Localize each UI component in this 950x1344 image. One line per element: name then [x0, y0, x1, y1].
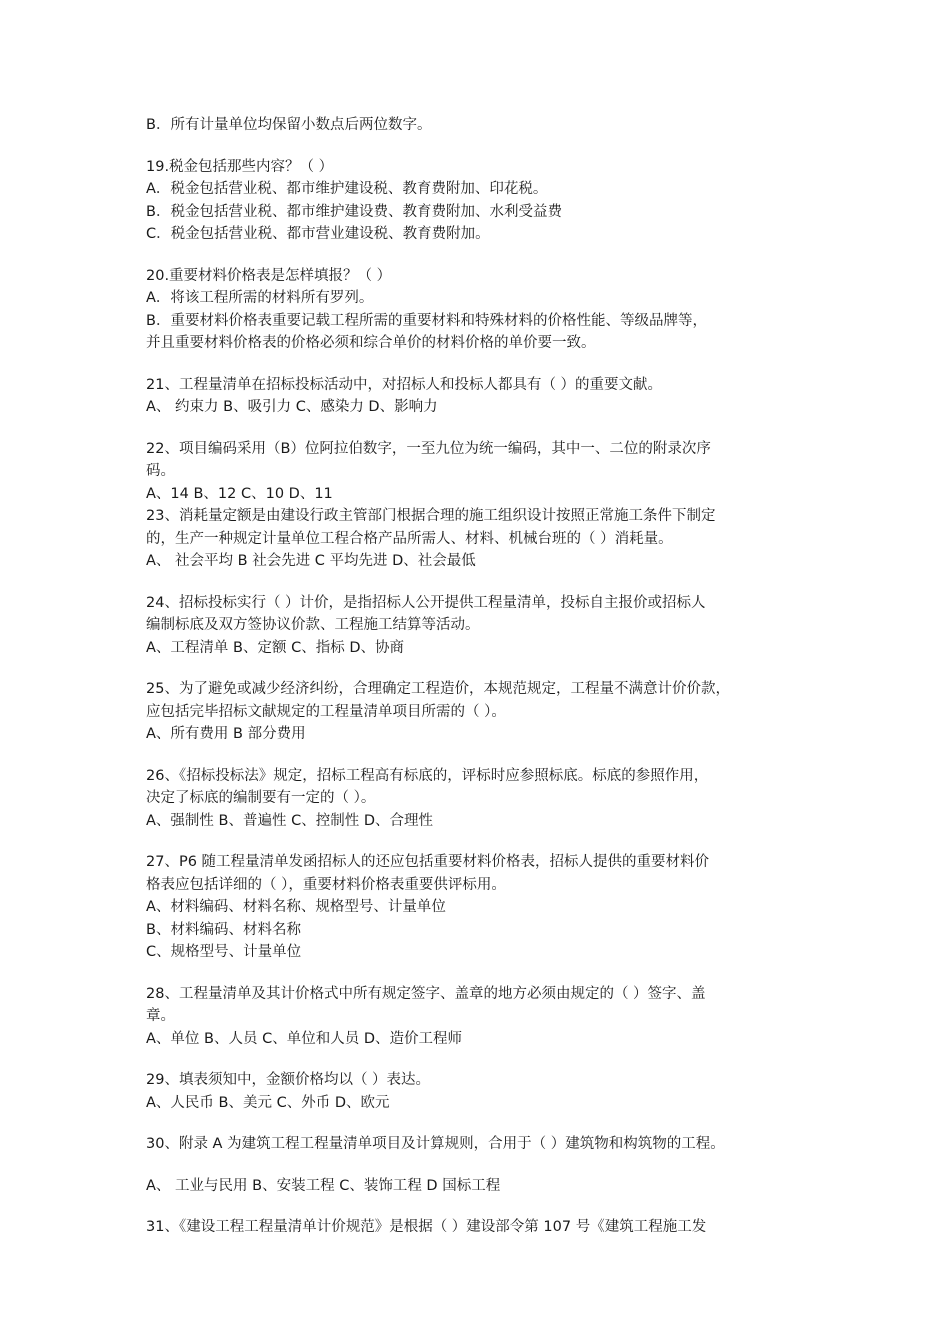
- option-line: A、工程清单 B、定额 C、指标 D、协商: [146, 639, 404, 656]
- question-28: 28、工程量清单及其计价格式中所有规定签字、盖章的地方必须由规定的（ ）签字、盖: [146, 985, 706, 1002]
- paragraph-gap: [146, 659, 826, 678]
- option-line: A、单位 B、人员 C、单位和人员 D、造价工程师: [146, 1030, 462, 1047]
- paragraph-gap: [146, 1197, 826, 1216]
- option-line: A．将该工程所需的材料所有罗列。: [146, 290, 374, 306]
- paragraph-gap: [146, 1050, 826, 1069]
- option-line: C．税金包括营业税、都市营业建设税、教育费附加。: [146, 226, 490, 242]
- option-line: 并且重要材料价格表的价格必须和综合单价的材料价格的单价要一致。: [146, 335, 596, 351]
- option-line: A、材料编码、材料名称、规格型号、计量单位: [146, 899, 446, 915]
- option-line: A、人民币 B、美元 C、外币 D、欧元: [146, 1094, 390, 1111]
- paragraph-gap: [146, 832, 826, 851]
- question-27: 27、P6 随工程量清单发函招标人的还应包括重要材料价格表，招标人提供的重要材料价: [146, 854, 710, 870]
- text-line: 决定了标底的编制要有一定的（ ）。: [146, 790, 376, 806]
- paragraph-gap: [146, 1114, 826, 1133]
- option-line: B、材料编码、材料名称: [146, 921, 301, 938]
- paragraph-gap: [146, 1156, 826, 1175]
- option-line: A、所有费用 B 部分费用: [146, 726, 306, 742]
- option-line: C、规格型号、计量单位: [146, 944, 302, 960]
- text-line: 的，生产一种规定计量单位工程合格产品所需人、材料、机械台班的（ ）消耗量。: [146, 530, 673, 547]
- option-line: A、 工业与民用 B、安装工程 C、装饰工程 D 国标工程: [146, 1177, 501, 1194]
- question-19: 19.税金包括那些内容？（ ）: [146, 158, 334, 175]
- paragraph-gap: [146, 246, 826, 265]
- question-31: 31、《建设工程工程量清单计价规范》是根据（ ）建设部令第 107 号《建筑工程施工发: [146, 1219, 707, 1235]
- text-line: B．所有计量单位均保留小数点后两位数字。: [146, 117, 432, 133]
- option-line: A、强制性 B、普遍性 C、控制性 D、合理性: [146, 812, 433, 829]
- paragraph-gap: [146, 746, 826, 765]
- question-21: 21、工程量清单在招标投标活动中，对招标人和投标人都具有（ ）的重要文献。: [146, 376, 663, 393]
- option-line: A．税金包括营业税、都市维护建设税、教育费附加、印花税。: [146, 181, 548, 197]
- option-line: A、14 B、12 C、10 D、11: [146, 485, 333, 502]
- paragraph-gap: [146, 419, 826, 438]
- text-line: 章。: [146, 1008, 175, 1024]
- text-line: 码。: [146, 463, 175, 479]
- question-30: 30、附录 A 为建筑工程工程量清单项目及计算规则，合用于（ ）建筑物和构筑物的工程。: [146, 1136, 725, 1152]
- document-page: [146, 114, 826, 1239]
- text-line: 应包括完毕招标文献规定的工程量清单项目所需的（ ）。: [146, 703, 506, 720]
- question-24: 24、招标投标实行（ ）计价，是指招标人公开提供工程量清单，投标自主报价或招标人: [146, 594, 706, 611]
- question-26: 26、《招标投标法》规定，招标工程高有标底的，评标时应参照标底。标底的参照作用，: [146, 767, 709, 784]
- text-line: 编制标底及双方签协议价款、工程施工结算等活动。: [146, 617, 480, 633]
- paragraph-gap: [146, 137, 826, 156]
- option-line: A、 约束力 B、吸引力 C、感染力 D、影响力: [146, 399, 438, 415]
- paragraph-gap: [146, 573, 826, 592]
- option-line: B．重要材料价格表重要记载工程所需的重要材料和特殊材料的价格性能、等级品牌等，: [146, 312, 707, 329]
- paragraph-gap: [146, 964, 826, 983]
- question-23: 23、消耗量定额是由建设行政主管部门根据合理的施工组织设计按照正常施工条件下制定: [146, 508, 716, 524]
- text-line: 格表应包括详细的（ ），重要材料价格表重要供评标用。: [146, 876, 506, 893]
- question-20: 20.重要材料价格表是怎样填报？（ ）: [146, 267, 392, 284]
- question-22: 22、项目编码采用（B）位阿拉伯数字，一至九位为统一编码，其中一、二位的附录次序: [146, 440, 711, 457]
- question-29: 29、填表须知中，金额价格均以（ ）表达。: [146, 1072, 431, 1088]
- option-line: B．税金包括营业税、都市维护建设费、教育费附加、水利受益费: [146, 203, 562, 220]
- paragraph-gap: [146, 355, 826, 374]
- question-25: 25、为了避免或减少经济纠纷，合理确定工程造价，本规范规定，工程量不满意计价价款，: [146, 681, 730, 697]
- option-line: A、 社会平均 B 社会先进 C 平均先进 D、社会最低: [146, 553, 476, 569]
